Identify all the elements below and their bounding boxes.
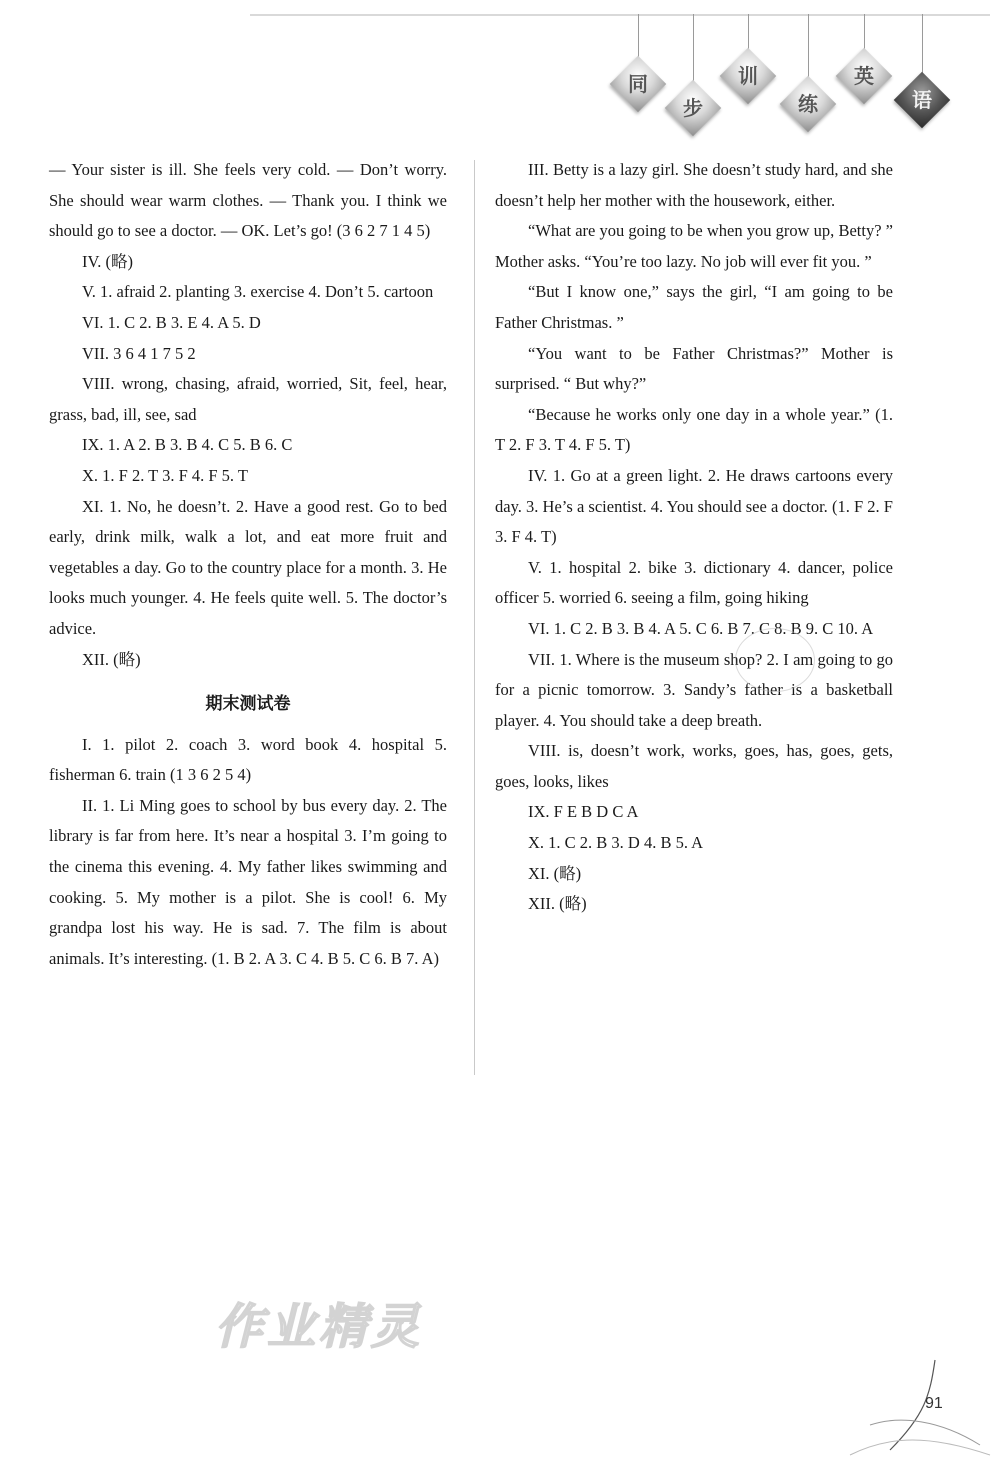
- answer-vii: VII. 3 6 4 1 7 5 2: [82, 343, 196, 363]
- left-column: [49, 155, 447, 974]
- answer-iii-paragraph: III. Betty is a lazy girl. She doesn’t study hard, and she doesn’t help her mother with the housework, either.: [495, 160, 893, 210]
- answer-xii: XII. (略): [82, 649, 141, 669]
- answer-vii: VII. 1. Where is the museum shop? 2. I am going to go for a picnic tomorrow. 3. Sandy’s father is a basketball player. 4. You should take a deep breath.: [495, 649, 893, 730]
- right-column: [495, 155, 893, 920]
- answer-x: X. 1. C 2. B 3. D 4. B 5. A: [528, 833, 704, 853]
- answer-iv: IV. 1. Go at a green light. 2. He draws cartoons every day. 3. He’s a scientist. 4. You should see a doctor. (1. F 2. F 3. F 4. T): [495, 465, 893, 547]
- page-number: 91: [925, 1395, 943, 1412]
- answer-iv: IV. (略): [82, 251, 134, 271]
- stamp-mark: [735, 628, 815, 692]
- dialogue-answer: — Your sister is ill. She feels very cold. — Don’t worry. She should wear warm clothes. — Thank you. I think we should go to see a doctor. — OK. Let’s go! (3 6 2 7 1 4 5): [49, 160, 447, 241]
- answer-xi: XI. 1. No, he doesn’t. 2. Have a good rest. Go to bed early, drink milk, walk a lot, and eat more fruit and vegetables a day. Go to the country place for a month. 3. He looks much younger. 4. He feels quite well. 5. The doctor’s advice.: [49, 496, 447, 638]
- answer-viii: VIII. is, doesn’t work, works, goes, has, goes, gets, goes, looks, likes: [495, 741, 893, 791]
- answer-v: V. 1. hospital 2. bike 3. dictionary 4. dancer, police officer 5. worried 6. seeing a film, going hiking: [495, 557, 893, 608]
- answer-iii-paragraph: “Because he works only one day in a whole year.” (1. T 2. F 3. T 4. F 5. T): [495, 404, 893, 455]
- answer-viii: VIII. wrong, chasing, afraid, worried, Sit, feel, hear, grass, bad, ill, see, sad: [49, 374, 447, 424]
- header-banner: [600, 14, 980, 144]
- answer-ix: IX. F E B D C A: [528, 802, 639, 822]
- answer-v: V. 1. afraid 2. planting 3. exercise 4. Don’t 5. cartoon: [82, 282, 434, 302]
- banner-char: 语: [912, 88, 932, 112]
- banner-char: 同: [628, 72, 648, 96]
- answer-ix: IX. 1. A 2. B 3. B 4. C 5. B 6. C: [82, 435, 293, 455]
- final-answer-ii: II. 1. Li Ming goes to school by bus every day. 2. The library is far from here. It’s near a hospital 3. I’m going to the cinema this evening. 4. My father likes swimming and cooking. 5. My mother is a pilot. She is cool! 6. My grandpa lost his way. He is sad. 7. The film is about animals. It’s interesting. (1. B 2. A 3. C 4. B 5. C 6. B 7. A): [49, 795, 447, 968]
- answer-xii: XII. (略): [528, 894, 587, 914]
- answer-iii-paragraph: “What are you going to be when you grow up, Betty? ” Mother asks. “You’re too lazy. No job will ever fit you. ”: [495, 221, 893, 271]
- banner-char: 练: [798, 92, 818, 116]
- final-answer-i: I. 1. pilot 2. coach 3. word book 4. hospital 5. fisherman 6. train (1 3 6 2 5 4): [49, 734, 447, 785]
- watermark: 作业精灵: [215, 1299, 424, 1355]
- answer-xi: XI. (略): [528, 863, 582, 883]
- answer-x: X. 1. F 2. T 3. F 4. F 5. T: [82, 465, 248, 485]
- banner-char: 训: [738, 64, 758, 88]
- banner-char: 步: [683, 96, 703, 120]
- corner-decoration-icon: [830, 1355, 995, 1465]
- answer-iii-paragraph: “You want to be Father Christmas?” Mother is surprised. “ But why?”: [495, 343, 893, 394]
- answer-iii-paragraph: “But I know one,” says the girl, “I am going to be Father Christmas. ”: [495, 282, 893, 332]
- answer-vi: VI. 1. C 2. B 3. B 4. A 5. C 6. B 7. C 8. B 9. C 10. A: [528, 618, 874, 638]
- section-title: 期末测试卷: [205, 694, 291, 715]
- column-divider: [474, 160, 475, 1075]
- banner-char: 英: [854, 64, 874, 88]
- answer-vi: VI. 1. C 2. B 3. E 4. A 5. D: [82, 312, 261, 332]
